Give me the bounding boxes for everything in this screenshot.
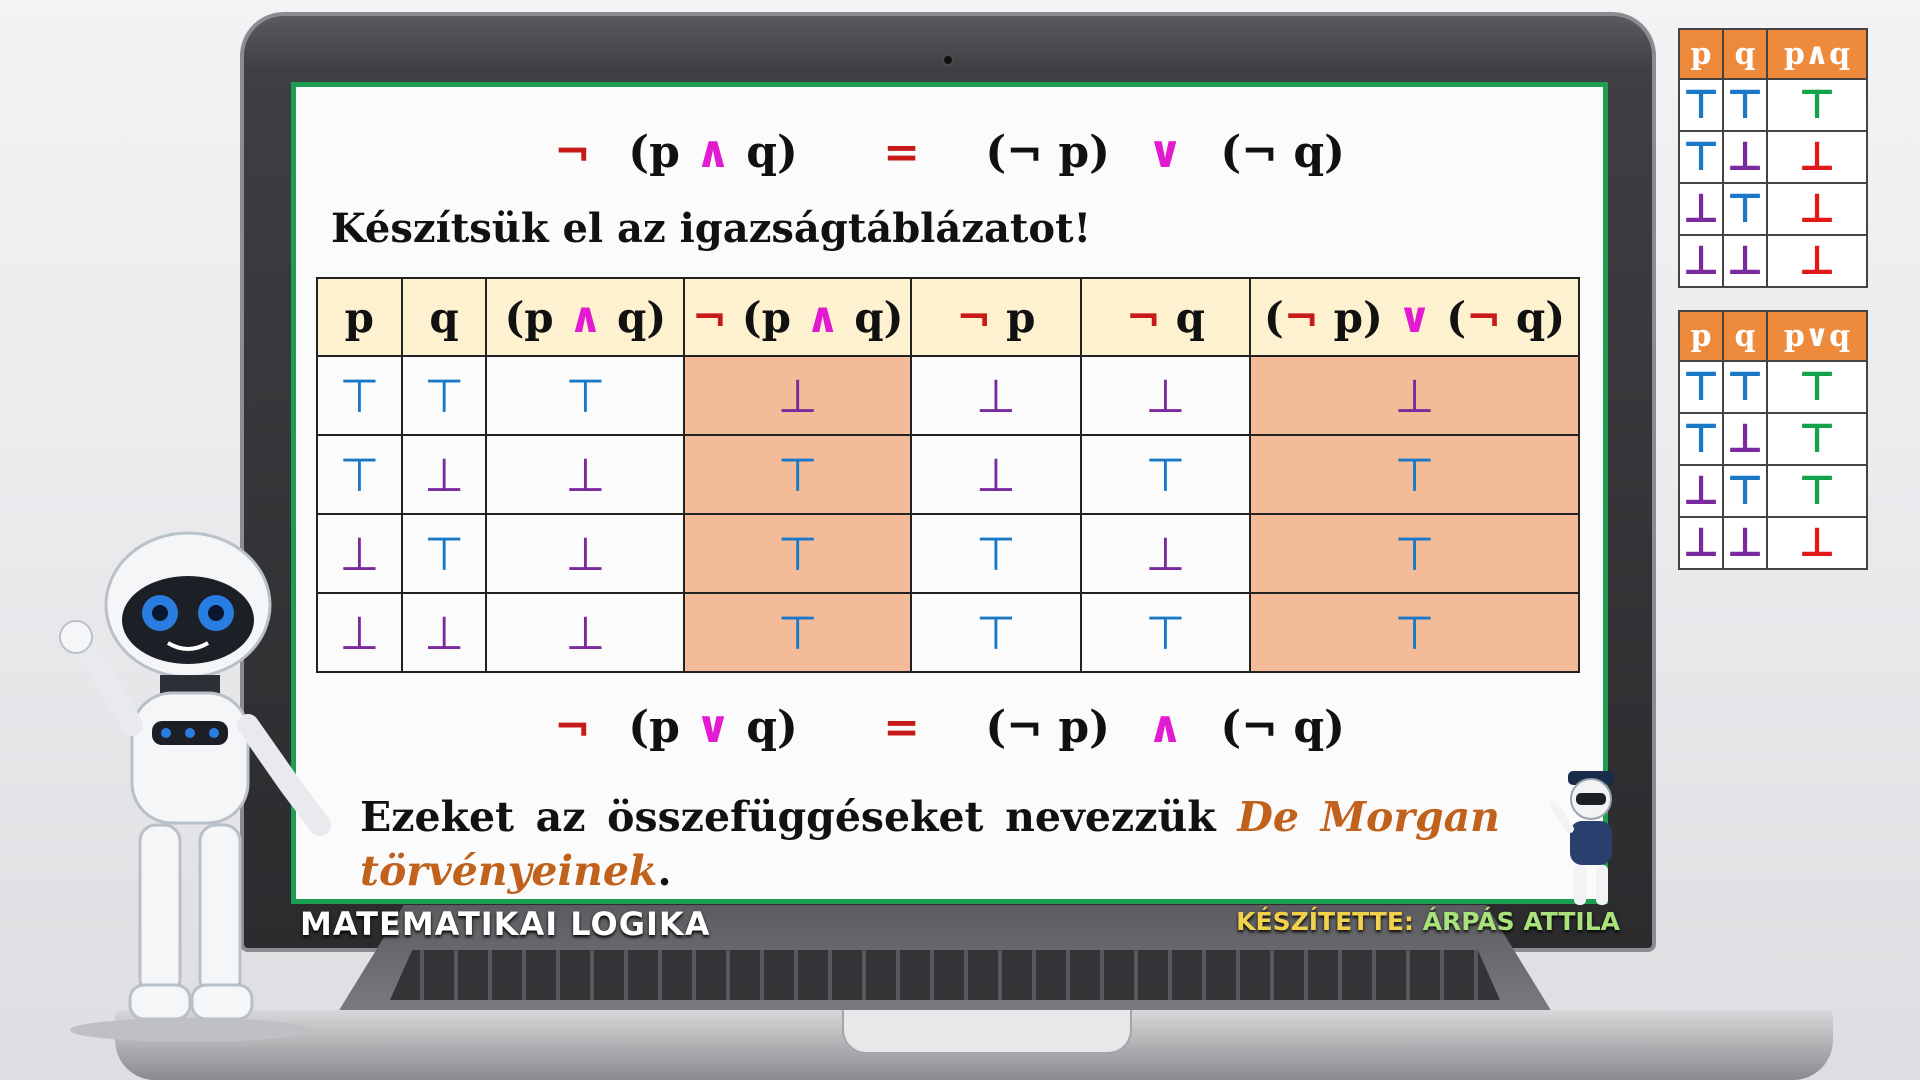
mini-row: [1679, 131, 1867, 183]
header-part: p: [991, 292, 1036, 342]
mini-header-cell: p∧q: [1767, 29, 1867, 79]
truth-table-row: [317, 435, 1579, 514]
mini-and-table: [1678, 28, 1868, 288]
and-operator: ∧: [695, 127, 731, 178]
formula-part: (¬ p): [985, 702, 1110, 753]
truth-cell: ⊥: [402, 435, 487, 514]
header-part: p: [344, 292, 375, 342]
mini-row: [1679, 361, 1867, 413]
robot-hand: [60, 621, 92, 653]
truth-table-header-row: [317, 278, 1579, 356]
mini-and-header: [1679, 29, 1867, 79]
mini-cell: ⊥: [1723, 235, 1767, 287]
truth-cell: ⊥: [911, 435, 1080, 514]
robot-left-foot: [130, 985, 190, 1019]
robot-right-foot: [192, 985, 252, 1019]
truth-cell: ⊤: [317, 356, 402, 435]
mini-cell: ⊤: [1679, 79, 1723, 131]
truth-cell: ⊥: [402, 593, 487, 672]
formula-part: q): [746, 702, 798, 753]
webcam-icon: [942, 54, 954, 66]
truth-cell: ⊥: [911, 356, 1080, 435]
mini-cell: ⊥: [1767, 131, 1867, 183]
mini-row: [1679, 183, 1867, 235]
truth-col-header: [486, 278, 684, 356]
mini-cell: ⊤: [1723, 79, 1767, 131]
formula-bottom: [296, 702, 1603, 753]
truth-cell: ⊤: [684, 593, 911, 672]
police-robot-body: [1570, 821, 1612, 865]
robot-light: [209, 728, 219, 738]
truth-cell: ⊤: [402, 514, 487, 593]
slide-screen: [291, 82, 1608, 904]
robot-light: [185, 728, 195, 738]
truth-cell: ⊤: [684, 514, 911, 593]
robot-left-leg: [140, 825, 180, 995]
mini-cell: ⊤: [1723, 465, 1767, 517]
mini-header-cell: p: [1679, 29, 1723, 79]
author-name: ÁRPÁS ATTILA: [1422, 907, 1620, 936]
truth-col-header: [911, 278, 1080, 356]
mini-cell: ⊤: [1679, 413, 1723, 465]
mini-cell: ⊥: [1723, 413, 1767, 465]
formula-part: (¬ p): [985, 127, 1110, 178]
mini-cell: ⊥: [1679, 465, 1723, 517]
mini-cell: ⊥: [1679, 183, 1723, 235]
truth-cell: ⊥: [684, 356, 911, 435]
author-label: KÉSZÍTETTE:: [1236, 907, 1414, 936]
mini-or-header: [1679, 311, 1867, 361]
or-operator: ∨: [695, 702, 731, 753]
instruction-text: Készítsük el az igazságtáblázatot!: [331, 205, 1092, 252]
conclusion-part: Ezeket az összefüggéseket nevezzük: [360, 793, 1238, 841]
robot-pupil: [152, 605, 168, 621]
formula-part: (¬ q): [1220, 702, 1345, 753]
robot-shadow: [70, 1018, 310, 1042]
robot-mascot-icon: [40, 525, 360, 1045]
truth-cell: ⊤: [1081, 593, 1250, 672]
mini-row: [1679, 235, 1867, 287]
mini-cell: ⊤: [1767, 413, 1867, 465]
truth-cell: ⊤: [1250, 514, 1579, 593]
neg-symbol: ¬: [554, 702, 591, 753]
police-robot-waving-arm: [1554, 805, 1570, 829]
robot-torso: [132, 693, 248, 823]
truth-cell: ⊤: [486, 356, 684, 435]
conclusion-text: [360, 790, 1500, 898]
mini-cell: ⊤: [1767, 79, 1867, 131]
and-operator: ∧: [1147, 702, 1184, 753]
robot-waving-arm: [80, 645, 132, 725]
header-part: (p: [504, 292, 569, 342]
equals-sign: =: [883, 702, 921, 753]
formula-top: [296, 127, 1603, 178]
header-part: q: [429, 292, 459, 342]
mini-row: [1679, 517, 1867, 569]
laptop-keys: [390, 950, 1500, 1000]
formula-part: q): [746, 127, 798, 178]
robot-right-arm: [248, 725, 320, 825]
truth-col-header: [1250, 278, 1579, 356]
mini-header-cell: q: [1723, 311, 1767, 361]
header-part: (¬ p): [1263, 292, 1398, 342]
truth-cell: ⊥: [1081, 514, 1250, 593]
truth-table: [316, 277, 1580, 673]
header-part: q): [602, 292, 667, 342]
footer-title: MATEMATIKAI LOGIKA: [300, 905, 711, 943]
mini-cell: ⊥: [1679, 517, 1723, 569]
truth-col-header: [402, 278, 487, 356]
truth-cell: ⊥: [486, 593, 684, 672]
mini-cell: ⊤: [1679, 361, 1723, 413]
truth-cell: ⊤: [684, 435, 911, 514]
formula-part: (p: [628, 127, 680, 178]
mini-cell: ⊥: [1723, 517, 1767, 569]
truth-cell: ⊥: [1250, 356, 1579, 435]
header-part: q): [839, 292, 904, 342]
truth-col-header: [1081, 278, 1250, 356]
formula-part: (¬ q): [1220, 127, 1345, 178]
truth-col-header: [684, 278, 911, 356]
mini-row: [1679, 79, 1867, 131]
header-part: (¬ q): [1431, 292, 1566, 342]
mini-row: [1679, 465, 1867, 517]
equals-sign: =: [883, 127, 921, 178]
truth-cell: ⊤: [1250, 593, 1579, 672]
mini-cell: ⊤: [1767, 361, 1867, 413]
truth-cell: ⊤: [911, 514, 1080, 593]
mini-cell: ⊥: [1767, 183, 1867, 235]
or-operator: ∨: [1147, 127, 1184, 178]
police-robot-mascot-icon: [1540, 765, 1640, 915]
truth-col-header: [317, 278, 402, 356]
header-part: ¬: [691, 292, 728, 342]
truth-cell: ⊤: [402, 356, 487, 435]
mini-cell: ⊥: [1679, 235, 1723, 287]
mini-cell: ⊥: [1767, 517, 1867, 569]
truth-table-row: [317, 514, 1579, 593]
mini-cell: ⊤: [1723, 183, 1767, 235]
mini-row: [1679, 413, 1867, 465]
laptop-notch: [842, 1010, 1132, 1054]
de-morgan-highlight: De Morgan: [1237, 793, 1500, 841]
mini-cell: ⊤: [1679, 131, 1723, 183]
truth-cell: ⊤: [1250, 435, 1579, 514]
mini-cell: ⊤: [1723, 361, 1767, 413]
header-part: ∧: [568, 292, 603, 342]
police-robot-leg: [1574, 865, 1586, 905]
truth-cell: ⊥: [486, 514, 684, 593]
mini-cell: ⊤: [1767, 465, 1867, 517]
truth-cell: ⊤: [911, 593, 1080, 672]
mini-or-table: [1678, 310, 1868, 570]
truth-cell: ⊤: [1081, 435, 1250, 514]
truth-cell: ⊥: [486, 435, 684, 514]
laws-highlight: törvényeinek: [360, 847, 658, 895]
formula-part: (p: [628, 702, 680, 753]
neg-symbol: ¬: [554, 127, 591, 178]
conclusion-period: .: [657, 847, 672, 895]
truth-table-row: [317, 356, 1579, 435]
mini-header-cell: p: [1679, 311, 1723, 361]
header-part: q: [1160, 292, 1205, 342]
robot-light: [161, 728, 171, 738]
police-robot-leg: [1596, 865, 1608, 905]
truth-cell: ⊥: [1081, 356, 1250, 435]
truth-table-row: [317, 593, 1579, 672]
robot-right-leg: [200, 825, 240, 995]
header-part: ¬: [1125, 292, 1161, 342]
robot-pupil: [208, 605, 224, 621]
truth-cell: ⊥: [317, 593, 402, 672]
header-part: ¬: [956, 292, 992, 342]
header-part: (p: [727, 292, 806, 342]
header-part: ∧: [805, 292, 840, 342]
header-part: ∨: [1397, 292, 1432, 342]
mini-header-cell: q: [1723, 29, 1767, 79]
mini-cell: ⊥: [1767, 235, 1867, 287]
mini-header-cell: p∨q: [1767, 311, 1867, 361]
truth-cell: ⊤: [317, 435, 402, 514]
truth-cell: ⊥: [317, 514, 402, 593]
police-robot-visor: [1576, 793, 1606, 805]
mini-cell: ⊥: [1723, 131, 1767, 183]
